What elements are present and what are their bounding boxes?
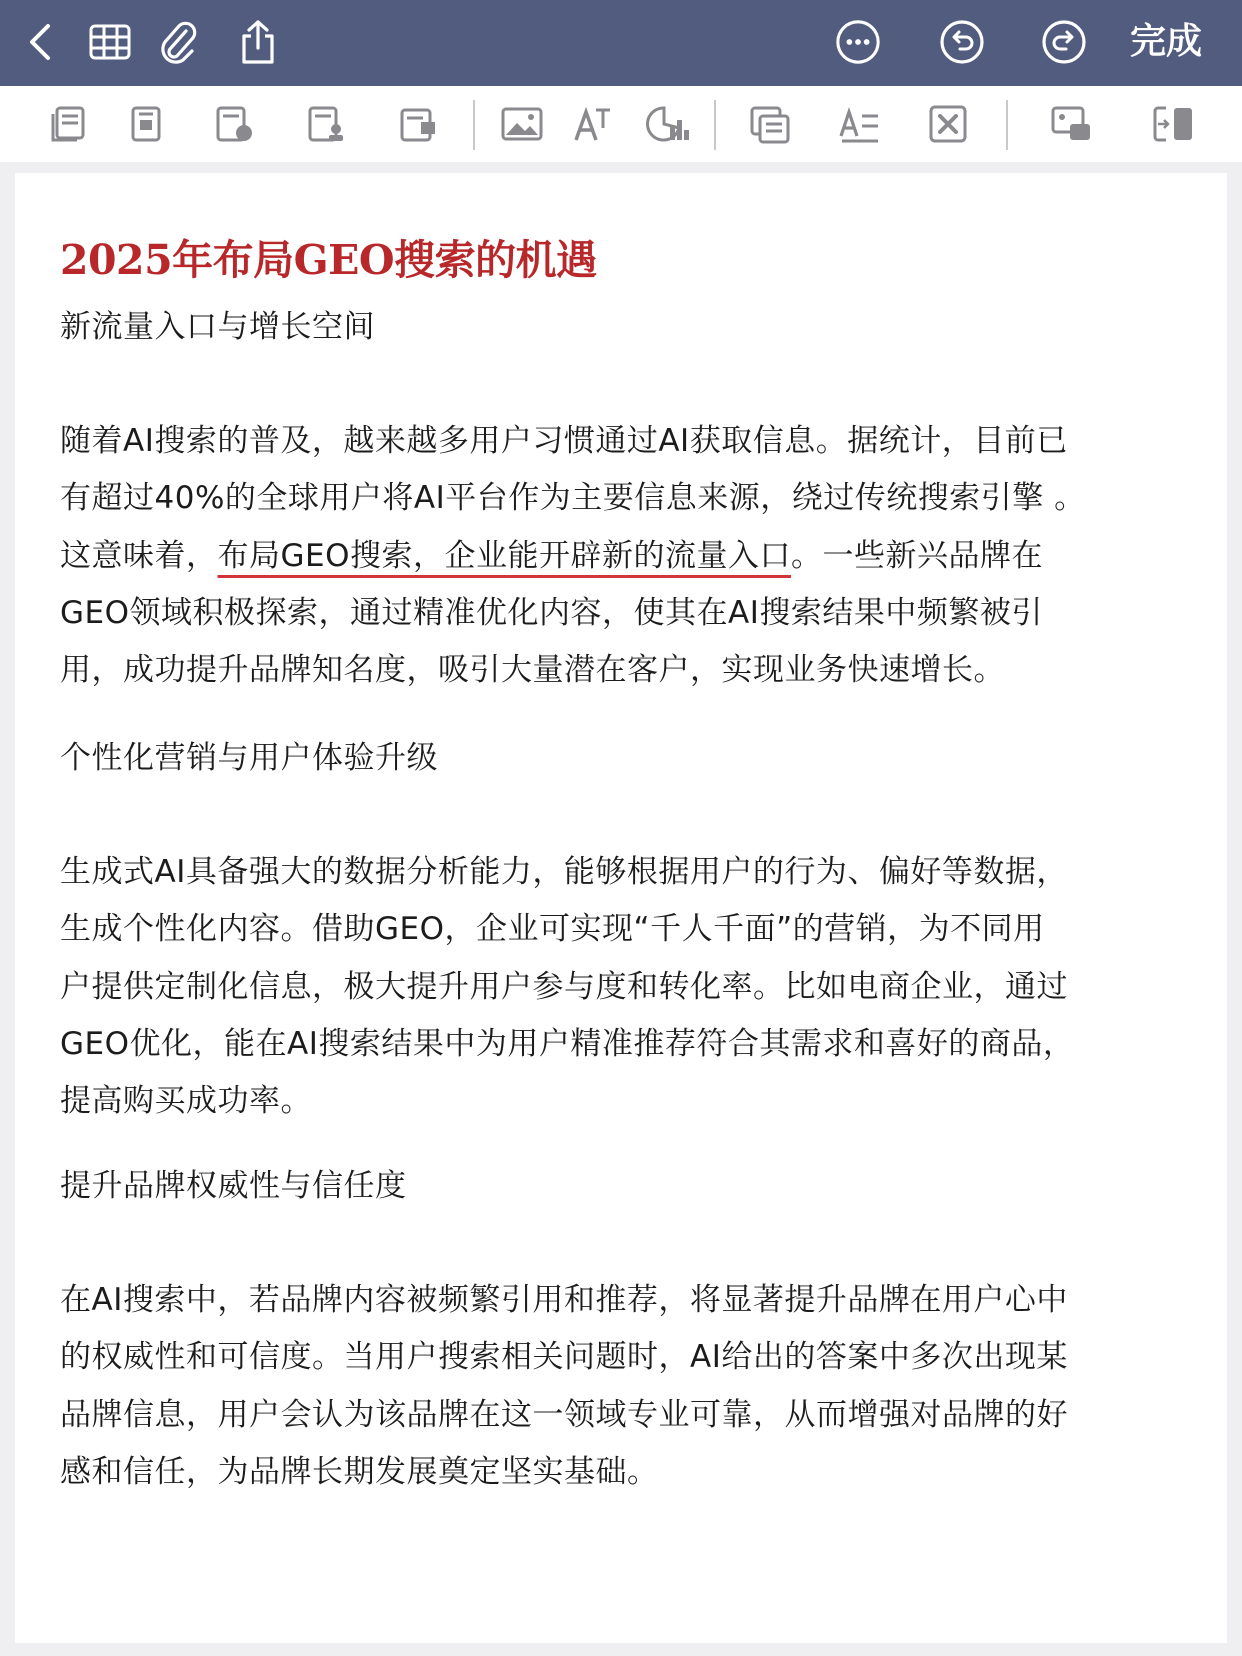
media-icon[interactable] (1048, 102, 1096, 146)
image-icon[interactable] (498, 102, 546, 146)
highlighted-text: 布局GEO搜索，企业能开辟新的流量入口 (217, 537, 792, 574)
document-title: 2025年布局GEO搜索的机遇 (60, 236, 597, 284)
share-icon[interactable] (234, 18, 282, 66)
back-icon[interactable] (16, 18, 64, 66)
paragraph-line: 随着AI搜索的普及，越来越多用户习惯通过AI获取信息。据统计，目前已 (60, 423, 1068, 459)
page-export-icon[interactable] (394, 102, 442, 146)
paragraph-line: 生成个性化内容。借助GEO，企业可实现“千人千面”的营销，为不同用 (60, 911, 1045, 948)
paragraph (60, 1272, 1190, 1501)
paragraph-line: 提高购买成功率。 (60, 1083, 312, 1120)
paragraph-line: 在AI搜索中，若品牌内容被频繁引用和推荐，将显著提升品牌在用户心中 (60, 1282, 1068, 1318)
section-heading (60, 1158, 1190, 1215)
paragraph-line: 生成式AI具备强大的数据分析能力，能够根据用户的行为、偏好等数据， (60, 854, 1068, 890)
paragraph-line: 用，成功提升品牌知名度，吸引大量潜在客户，实现业务快速增长。 (60, 652, 1005, 689)
page-user-icon[interactable] (302, 102, 350, 146)
section-heading (60, 299, 1190, 356)
split-view-icon[interactable] (1150, 102, 1198, 146)
top-bar (0, 0, 1242, 86)
toolbar-divider (714, 100, 716, 150)
page-template-icon[interactable] (210, 102, 258, 146)
paragraph-line: GEO优化，能在AI搜索结果中为用户精准推荐符合其需求和喜好的商品， (60, 1025, 1075, 1062)
text-style-icon[interactable] (570, 102, 618, 146)
copy-page-icon[interactable] (44, 102, 92, 146)
toolbar-divider (1006, 100, 1008, 150)
text-fragment: 。一些新兴品牌在 (791, 537, 1044, 574)
paragraph-line: 户提供定制化信息，极大提升用户参与度和转化率。比如电商企业，通过 (60, 968, 1068, 1005)
paragraph-line: 的权威性和可信度。当用户搜索相关问题时，AI给出的答案中多次出现某 (60, 1339, 1068, 1376)
redo-icon[interactable] (1040, 18, 1088, 66)
heading-text: 新流量入口与增长空间 (60, 309, 375, 345)
attachment-icon[interactable] (154, 18, 202, 66)
delete-box-icon[interactable] (924, 102, 972, 146)
toolbar-divider (473, 100, 475, 150)
paragraph-line: GEO领域积极探索，通过精准优化内容，使其在AI搜索结果中频繁被引 (60, 594, 1043, 631)
paragraph-line (60, 528, 1190, 585)
done-button[interactable]: 完成 (1129, 21, 1202, 62)
text-fragment: 这意味着， (60, 537, 218, 574)
paragraph (60, 844, 1190, 1130)
text-box-icon[interactable] (836, 102, 884, 146)
undo-icon[interactable] (938, 18, 986, 66)
chart-icon[interactable] (644, 102, 692, 146)
paragraph-line: 品牌信息，用户会认为该品牌在这一领域专业可靠，从而增强对品牌的好 (60, 1396, 1068, 1433)
table-icon[interactable] (86, 18, 134, 66)
section-heading (60, 730, 1190, 787)
paragraph (60, 413, 1190, 699)
duplicate-icon[interactable] (746, 102, 794, 146)
paragraph-line: 有超过40%的全球用户将AI平台作为主要信息来源，绕过传统搜索引擎 。 (60, 480, 1086, 517)
page-info-icon[interactable] (122, 102, 170, 146)
paragraph-line: 感和信任，为品牌长期发展奠定坚实基础。 (60, 1453, 659, 1490)
tool-bar (0, 86, 1242, 162)
document-page[interactable] (15, 173, 1227, 1643)
heading-text: 提升品牌权威性与信任度 (60, 1168, 407, 1204)
heading-text: 个性化营销与用户体验升级 (60, 740, 438, 776)
more-icon[interactable] (834, 18, 882, 66)
